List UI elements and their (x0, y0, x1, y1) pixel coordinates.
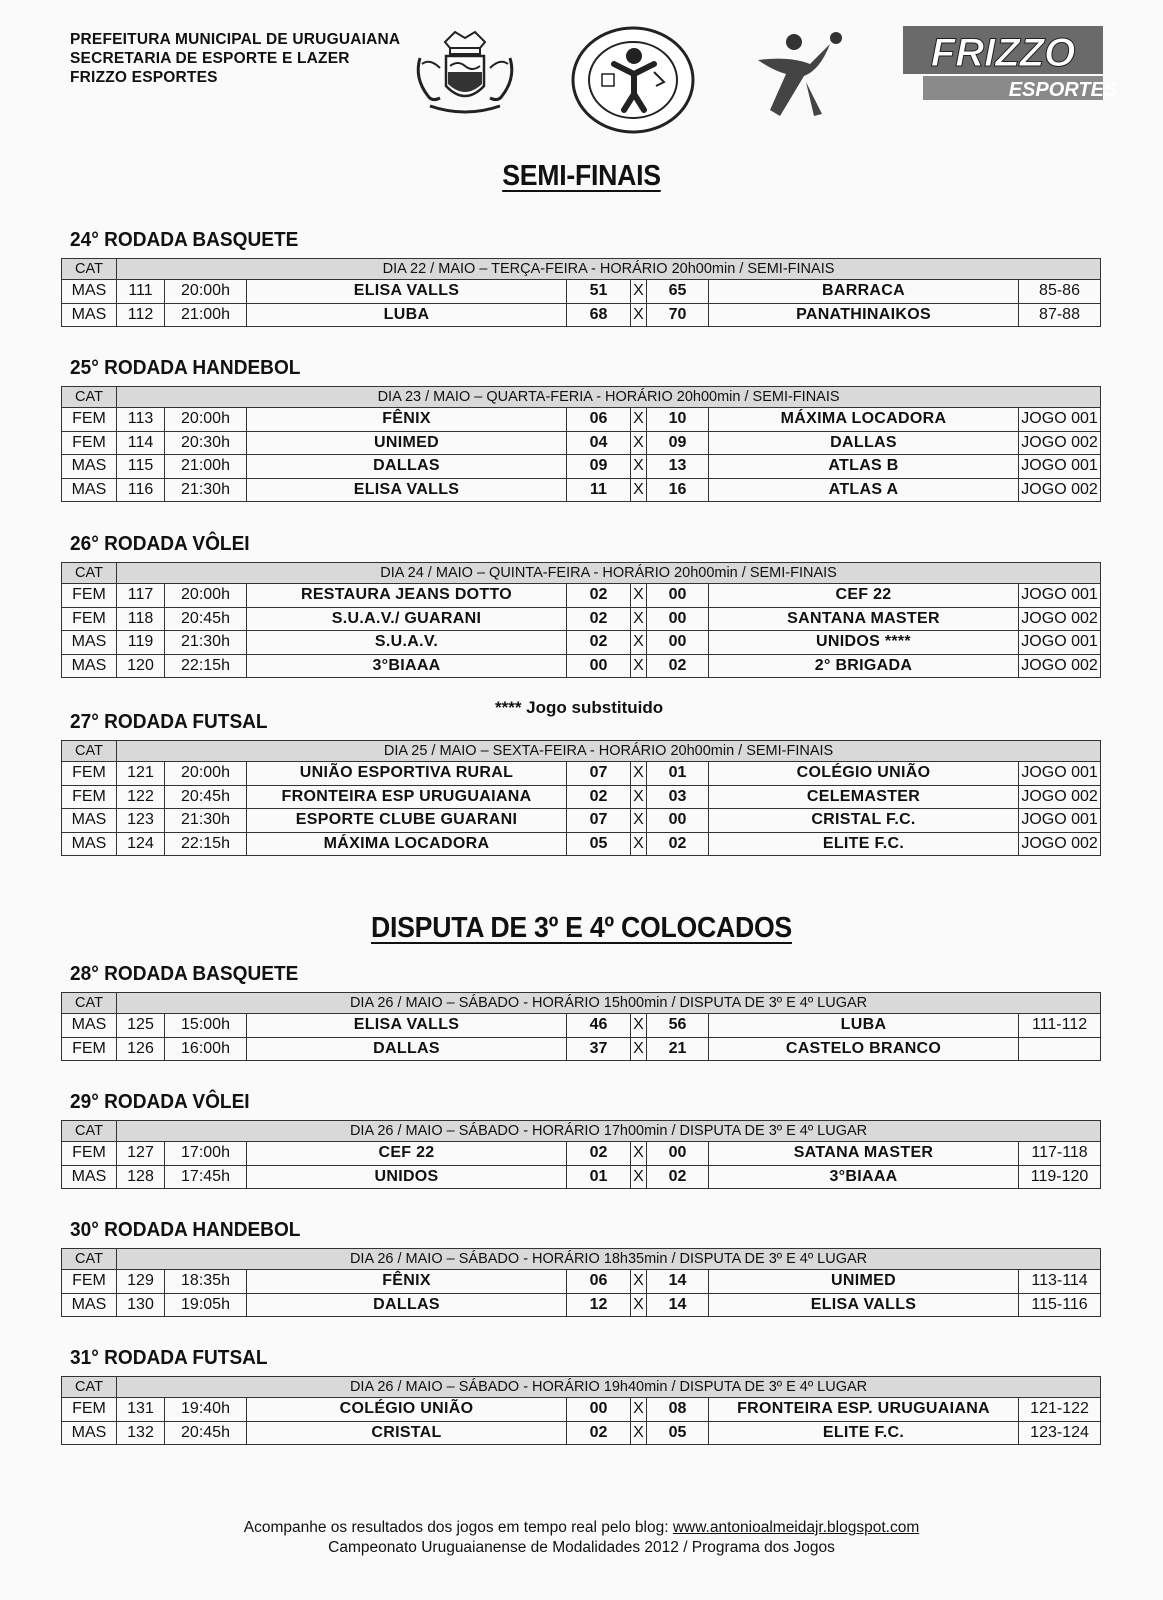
time-cell: 22:15h (165, 832, 247, 856)
away-score-cell: 16 (647, 478, 709, 502)
section-title-disputa: DISPUTA DE 3º E 4º COLOCADOS (371, 912, 792, 944)
game-number-cell: 127 (117, 1142, 165, 1166)
header-date-info: DIA 26 / MAIO – SÁBADO - HORÁRIO 18h35min / DISPUTA DE 3º E 4º LUGAR (117, 1249, 1101, 1270)
home-score-cell: 01 (567, 1165, 631, 1189)
game-number-cell: 129 (117, 1270, 165, 1294)
away-score-cell: 70 (647, 303, 709, 327)
table-row (62, 631, 1101, 655)
away-score-cell: 13 (647, 455, 709, 479)
versus-cell: X (631, 654, 647, 678)
home-team-cell: ELISA VALLS (247, 1014, 567, 1038)
home-team-cell: FÊNIX (247, 1270, 567, 1294)
away-team-cell: CEF 22 (709, 584, 1019, 608)
home-team-cell: COLÉGIO UNIÃO (247, 1398, 567, 1422)
category-cell: FEM (62, 1142, 117, 1166)
coat-of-arms-logo (410, 28, 520, 120)
category-cell: MAS (62, 832, 117, 856)
campeonato-logo (568, 24, 698, 136)
category-cell: MAS (62, 809, 117, 833)
reference-cell: JOGO 001 (1019, 584, 1101, 608)
home-score-cell: 02 (567, 584, 631, 608)
home-team-cell: ESPORTE CLUBE GUARANI (247, 809, 567, 833)
home-team-cell: UNIÃO ESPORTIVA RURAL (247, 762, 567, 786)
away-score-cell: 02 (647, 1165, 709, 1189)
home-team-cell: UNIDOS (247, 1165, 567, 1189)
round-title: 26° RODADA VÔLEI (70, 532, 250, 555)
header-cat: CAT (62, 387, 117, 408)
header-cat: CAT (62, 741, 117, 762)
reference-cell: 119-120 (1019, 1165, 1101, 1189)
reference-cell: JOGO 001 (1019, 408, 1101, 432)
reference-cell: JOGO 002 (1019, 478, 1101, 502)
versus-cell: X (631, 762, 647, 786)
games-table (61, 1376, 1101, 1445)
table-header-row (62, 1377, 1101, 1398)
time-cell: 19:40h (165, 1398, 247, 1422)
away-team-cell: UNIMED (709, 1270, 1019, 1294)
time-cell: 16:00h (165, 1037, 247, 1061)
away-score-cell: 14 (647, 1293, 709, 1317)
time-cell: 17:45h (165, 1165, 247, 1189)
reference-cell: JOGO 001 (1019, 631, 1101, 655)
reference-cell: 121-122 (1019, 1398, 1101, 1422)
table-row (62, 809, 1101, 833)
table-header-row (62, 563, 1101, 584)
round-title: 24° RODADA BASQUETE (70, 228, 299, 251)
game-number-cell: 117 (117, 584, 165, 608)
reference-cell: JOGO 002 (1019, 785, 1101, 809)
time-cell: 21:00h (165, 455, 247, 479)
category-cell: MAS (62, 654, 117, 678)
esportes-wordmark: ESPORTES (1008, 79, 1118, 101)
away-score-cell: 03 (647, 785, 709, 809)
home-team-cell: LUBA (247, 303, 567, 327)
versus-cell: X (631, 1421, 647, 1445)
footer-line-2: Campeonato Uruguaianense de Modalidades 2012 / Programa dos Jogos (328, 1539, 835, 1556)
away-score-cell: 21 (647, 1037, 709, 1061)
reference-cell: JOGO 002 (1019, 607, 1101, 631)
away-team-cell: CASTELO BRANCO (709, 1037, 1019, 1061)
table-row (62, 762, 1101, 786)
time-cell: 20:00h (165, 280, 247, 304)
header-text-block (70, 30, 400, 87)
category-cell: FEM (62, 1398, 117, 1422)
game-number-cell: 130 (117, 1293, 165, 1317)
game-number-cell: 124 (117, 832, 165, 856)
away-team-cell: MÁXIMA LOCADORA (709, 408, 1019, 432)
reference-cell: 115-116 (1019, 1293, 1101, 1317)
home-team-cell: S.U.A.V. (247, 631, 567, 655)
table-row (62, 1014, 1101, 1038)
away-score-cell: 65 (647, 280, 709, 304)
versus-cell: X (631, 631, 647, 655)
time-cell: 20:00h (165, 584, 247, 608)
away-team-cell: COLÉGIO UNIÃO (709, 762, 1019, 786)
versus-cell: X (631, 478, 647, 502)
games-table (61, 1248, 1101, 1317)
home-team-cell: UNIMED (247, 431, 567, 455)
header-line-secretaria: SECRETARIA DE ESPORTE E LAZER (70, 50, 350, 67)
time-cell: 20:45h (165, 785, 247, 809)
header-cat: CAT (62, 1121, 117, 1142)
home-score-cell: 06 (567, 1270, 631, 1294)
versus-cell: X (631, 455, 647, 479)
home-score-cell: 12 (567, 1293, 631, 1317)
game-number-cell: 119 (117, 631, 165, 655)
away-team-cell: PANATHINAIKOS (709, 303, 1019, 327)
away-score-cell: 00 (647, 584, 709, 608)
games-table (61, 992, 1101, 1061)
away-team-cell: BARRACA (709, 280, 1019, 304)
category-cell: FEM (62, 1037, 117, 1061)
versus-cell: X (631, 607, 647, 631)
game-number-cell: 122 (117, 785, 165, 809)
header-cat: CAT (62, 259, 117, 280)
time-cell: 19:05h (165, 1293, 247, 1317)
game-number-cell: 125 (117, 1014, 165, 1038)
away-score-cell: 00 (647, 1142, 709, 1166)
game-number-cell: 121 (117, 762, 165, 786)
table-row (62, 280, 1101, 304)
versus-cell: X (631, 785, 647, 809)
table-row (62, 1165, 1101, 1189)
header-cat: CAT (62, 1249, 117, 1270)
category-cell: MAS (62, 1293, 117, 1317)
time-cell: 22:15h (165, 654, 247, 678)
time-cell: 21:30h (165, 478, 247, 502)
table-row (62, 431, 1101, 455)
table-header-row (62, 387, 1101, 408)
category-cell: FEM (62, 584, 117, 608)
table-row (62, 654, 1101, 678)
time-cell: 20:00h (165, 762, 247, 786)
time-cell: 18:35h (165, 1270, 247, 1294)
time-cell: 21:30h (165, 631, 247, 655)
frizzo-esportes-logo (903, 26, 1118, 102)
home-score-cell: 00 (567, 1398, 631, 1422)
game-number-cell: 131 (117, 1398, 165, 1422)
home-score-cell: 02 (567, 631, 631, 655)
home-score-cell: 02 (567, 785, 631, 809)
game-number-cell: 126 (117, 1037, 165, 1061)
category-cell: MAS (62, 1165, 117, 1189)
time-cell: 21:30h (165, 809, 247, 833)
games-table (61, 386, 1101, 502)
substitution-note: **** Jogo substituido (495, 698, 664, 717)
home-team-cell: FRONTEIRA ESP URUGUAIANA (247, 785, 567, 809)
category-cell: FEM (62, 431, 117, 455)
table-row (62, 785, 1101, 809)
home-score-cell: 04 (567, 431, 631, 455)
home-team-cell: 3°BIAAA (247, 654, 567, 678)
footer-line-1 (0, 1518, 1163, 1538)
game-number-cell: 116 (117, 478, 165, 502)
round-title: 30° RODADA HANDEBOL (70, 1218, 301, 1241)
games-table (61, 1120, 1101, 1189)
round-title: 29° RODADA VÔLEI (70, 1090, 250, 1113)
table-header-row (62, 1121, 1101, 1142)
category-cell: FEM (62, 785, 117, 809)
versus-cell: X (631, 1398, 647, 1422)
header-date-info: DIA 22 / MAIO – TERÇA-FEIRA - HORÁRIO 20h00min / SEMI-FINAIS (117, 259, 1101, 280)
home-team-cell: RESTAURA JEANS DOTTO (247, 584, 567, 608)
games-table (61, 258, 1101, 327)
round-title: 27° RODADA FUTSAL (70, 710, 268, 733)
away-team-cell: SATANA MASTER (709, 1142, 1019, 1166)
reference-cell: 87-88 (1019, 303, 1101, 327)
time-cell: 20:30h (165, 431, 247, 455)
away-score-cell: 09 (647, 431, 709, 455)
table-header-row (62, 741, 1101, 762)
table-row (62, 1421, 1101, 1445)
away-team-cell: ATLAS A (709, 478, 1019, 502)
versus-cell: X (631, 1014, 647, 1038)
home-score-cell: 07 (567, 762, 631, 786)
away-team-cell: CRISTAL F.C. (709, 809, 1019, 833)
table-row (62, 303, 1101, 327)
footer-prefix: Acompanhe os resultados dos jogos em tempo real pelo blog: (243, 1519, 673, 1536)
header-date-info: DIA 24 / MAIO – QUINTA-FEIRA - HORÁRIO 20h00min / SEMI-FINAIS (117, 563, 1101, 584)
game-number-cell: 128 (117, 1165, 165, 1189)
game-number-cell: 115 (117, 455, 165, 479)
time-cell: 21:00h (165, 303, 247, 327)
round-title: 25° RODADA HANDEBOL (70, 356, 301, 379)
versus-cell: X (631, 1293, 647, 1317)
reference-cell: JOGO 002 (1019, 431, 1101, 455)
home-score-cell: 02 (567, 1421, 631, 1445)
reference-cell: 117-118 (1019, 1142, 1101, 1166)
games-table (61, 562, 1101, 678)
header-cat: CAT (62, 993, 117, 1014)
away-team-cell: LUBA (709, 1014, 1019, 1038)
table-row (62, 584, 1101, 608)
category-cell: FEM (62, 607, 117, 631)
sport-figure-logo (750, 30, 850, 120)
time-cell: 15:00h (165, 1014, 247, 1038)
away-score-cell: 10 (647, 408, 709, 432)
versus-cell: X (631, 280, 647, 304)
round-title: 28° RODADA BASQUETE (70, 962, 299, 985)
home-team-cell: ELISA VALLS (247, 478, 567, 502)
home-score-cell: 51 (567, 280, 631, 304)
header-date-info: DIA 26 / MAIO – SÁBADO - HORÁRIO 15h00min / DISPUTA DE 3º E 4º LUGAR (117, 993, 1101, 1014)
table-header-row (62, 259, 1101, 280)
table-row (62, 832, 1101, 856)
versus-cell: X (631, 1165, 647, 1189)
category-cell: MAS (62, 303, 117, 327)
header-date-info: DIA 25 / MAIO – SEXTA-FEIRA - HORÁRIO 20h00min / SEMI-FINAIS (117, 741, 1101, 762)
away-score-cell: 00 (647, 631, 709, 655)
reference-cell: JOGO 001 (1019, 762, 1101, 786)
home-team-cell: CRISTAL (247, 1421, 567, 1445)
versus-cell: X (631, 1270, 647, 1294)
table-row (62, 408, 1101, 432)
category-cell: MAS (62, 631, 117, 655)
category-cell: FEM (62, 408, 117, 432)
home-team-cell: DALLAS (247, 455, 567, 479)
time-cell: 20:45h (165, 607, 247, 631)
blog-link[interactable]: www.antonioalmeidajr.blogspot.com (672, 1519, 920, 1536)
away-score-cell: 00 (647, 809, 709, 833)
game-number-cell: 132 (117, 1421, 165, 1445)
category-cell: MAS (62, 455, 117, 479)
table-row (62, 607, 1101, 631)
round-title: 31° RODADA FUTSAL (70, 1346, 268, 1369)
game-number-cell: 113 (117, 408, 165, 432)
category-cell: MAS (62, 1421, 117, 1445)
versus-cell: X (631, 832, 647, 856)
header-date-info: DIA 23 / MAIO – QUARTA-FERIA - HORÁRIO 20h00min / SEMI-FINAIS (117, 387, 1101, 408)
home-team-cell: FÊNIX (247, 408, 567, 432)
header-line-frizzo: FRIZZO ESPORTES (70, 69, 218, 86)
versus-cell: X (631, 1142, 647, 1166)
home-score-cell: 05 (567, 832, 631, 856)
reference-cell: JOGO 002 (1019, 832, 1101, 856)
category-cell: FEM (62, 762, 117, 786)
category-cell: MAS (62, 1014, 117, 1038)
header-cat: CAT (62, 1377, 117, 1398)
table-row (62, 455, 1101, 479)
away-team-cell: ELITE F.C. (709, 1421, 1019, 1445)
table-row (62, 1142, 1101, 1166)
header-cat: CAT (62, 563, 117, 584)
game-number-cell: 114 (117, 431, 165, 455)
time-cell: 20:00h (165, 408, 247, 432)
time-cell: 20:45h (165, 1421, 247, 1445)
home-team-cell: DALLAS (247, 1037, 567, 1061)
header-date-info: DIA 26 / MAIO – SÁBADO - HORÁRIO 17h00min / DISPUTA DE 3º E 4º LUGAR (117, 1121, 1101, 1142)
game-number-cell: 118 (117, 607, 165, 631)
reference-cell: JOGO 002 (1019, 654, 1101, 678)
home-team-cell: ELISA VALLS (247, 280, 567, 304)
versus-cell: X (631, 809, 647, 833)
away-team-cell: ELISA VALLS (709, 1293, 1019, 1317)
game-number-cell: 112 (117, 303, 165, 327)
home-score-cell: 11 (567, 478, 631, 502)
away-team-cell: FRONTEIRA ESP. URUGUAIANA (709, 1398, 1019, 1422)
home-score-cell: 02 (567, 1142, 631, 1166)
home-score-cell: 06 (567, 408, 631, 432)
home-team-cell: CEF 22 (247, 1142, 567, 1166)
away-team-cell: 3°BIAAA (709, 1165, 1019, 1189)
time-cell: 17:00h (165, 1142, 247, 1166)
game-number-cell: 123 (117, 809, 165, 833)
away-score-cell: 08 (647, 1398, 709, 1422)
versus-cell: X (631, 584, 647, 608)
home-score-cell: 09 (567, 455, 631, 479)
table-header-row (62, 1249, 1101, 1270)
versus-cell: X (631, 1037, 647, 1061)
versus-cell: X (631, 431, 647, 455)
home-score-cell: 00 (567, 654, 631, 678)
reference-cell: 85-86 (1019, 280, 1101, 304)
table-row (62, 478, 1101, 502)
away-score-cell: 00 (647, 607, 709, 631)
table-row (62, 1270, 1101, 1294)
home-score-cell: 37 (567, 1037, 631, 1061)
home-team-cell: DALLAS (247, 1293, 567, 1317)
header-date-info: DIA 26 / MAIO – SÁBADO - HORÁRIO 19h40min / DISPUTA DE 3º E 4º LUGAR (117, 1377, 1101, 1398)
home-score-cell: 07 (567, 809, 631, 833)
away-team-cell: ELITE F.C. (709, 832, 1019, 856)
table-row (62, 1293, 1101, 1317)
away-team-cell: 2° BRIGADA (709, 654, 1019, 678)
category-cell: FEM (62, 1270, 117, 1294)
home-team-cell: MÁXIMA LOCADORA (247, 832, 567, 856)
away-score-cell: 01 (647, 762, 709, 786)
reference-cell: 113-114 (1019, 1270, 1101, 1294)
footer (0, 1518, 1163, 1558)
away-team-cell: UNIDOS **** (709, 631, 1019, 655)
home-score-cell: 02 (567, 607, 631, 631)
section-title-semifinais: SEMI-FINAIS (502, 160, 661, 192)
away-score-cell: 02 (647, 654, 709, 678)
home-score-cell: 68 (567, 303, 631, 327)
away-score-cell: 05 (647, 1421, 709, 1445)
away-score-cell: 56 (647, 1014, 709, 1038)
reference-cell: 123-124 (1019, 1421, 1101, 1445)
games-table (61, 740, 1101, 856)
versus-cell: X (631, 408, 647, 432)
table-row (62, 1037, 1101, 1061)
game-number-cell: 111 (117, 280, 165, 304)
home-team-cell: S.U.A.V./ GUARANI (247, 607, 567, 631)
reference-cell (1019, 1037, 1101, 1061)
away-score-cell: 14 (647, 1270, 709, 1294)
away-team-cell: SANTANA MASTER (709, 607, 1019, 631)
home-score-cell: 46 (567, 1014, 631, 1038)
frizzo-wordmark: FRIZZO (930, 31, 1076, 75)
category-cell: MAS (62, 478, 117, 502)
table-header-row (62, 993, 1101, 1014)
away-team-cell: ATLAS B (709, 455, 1019, 479)
away-team-cell: DALLAS (709, 431, 1019, 455)
reference-cell: 111-112 (1019, 1014, 1101, 1038)
versus-cell: X (631, 303, 647, 327)
reference-cell: JOGO 001 (1019, 809, 1101, 833)
away-team-cell: CELEMASTER (709, 785, 1019, 809)
reference-cell: JOGO 001 (1019, 455, 1101, 479)
category-cell: MAS (62, 280, 117, 304)
away-score-cell: 02 (647, 832, 709, 856)
table-row (62, 1398, 1101, 1422)
game-number-cell: 120 (117, 654, 165, 678)
header-line-prefeitura: PREFEITURA MUNICIPAL DE URUGUAIANA (70, 31, 401, 48)
